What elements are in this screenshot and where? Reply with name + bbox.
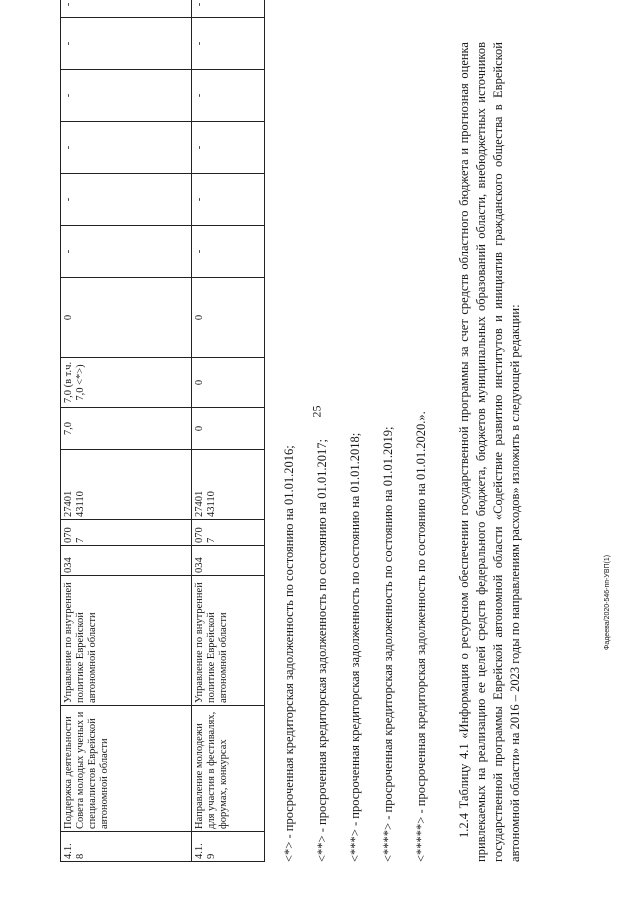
value-2023: - (61, 0, 192, 18)
table-row (61, 0, 192, 862)
total-value: 0 (192, 408, 265, 450)
csr-code: 27401 43110 (192, 450, 265, 520)
document-footer: Фадеева/2020-546-пп-УВП(1) (604, 554, 611, 650)
rzpr-code: 070 7 (192, 520, 265, 546)
grbs-code: 034 (61, 546, 192, 576)
value-2021: - (192, 70, 265, 122)
resource-table (60, 0, 265, 862)
value-2019: - (61, 174, 192, 226)
administrator: Управление по внутренней политике Еврейской автономной области (192, 576, 265, 706)
administrator: Управление по внутренней политике Еврейской автономной области (61, 576, 192, 706)
csr-code: 27401 43110 (61, 450, 192, 520)
value-2021: - (61, 70, 192, 122)
value-2016: 7,0 (в т.ч. 7,0 <*>) (61, 358, 192, 408)
total-value: 7,0 (61, 408, 192, 450)
footnote: <**> - просроченная кредиторская задолженность по состоянию на 01.01.2017; (315, 439, 329, 862)
row-number: 4.1. 8 (61, 832, 192, 862)
value-2017: 0 (61, 278, 192, 358)
value-2017: 0 (192, 278, 265, 358)
rzpr-code: 070 7 (61, 520, 192, 546)
footnote: <*> - просроченная кредиторская задолженность по состоянию на 01.01.2016; (282, 445, 296, 862)
value-2023: - (192, 0, 265, 18)
activity-name: Поддержка деятельности Совета молодых ученых и специалистов Еврейской автономной области (61, 706, 192, 832)
activity-name: Направление молодежи для участия в фестивалях, форумах, конкурсах (192, 706, 265, 832)
row-number: 4.1. 9 (192, 832, 265, 862)
value-2018: - (192, 226, 265, 278)
value-2020: - (61, 122, 192, 174)
value-2020: - (192, 122, 265, 174)
page-number: 25 (309, 405, 324, 418)
value-2022: - (192, 18, 265, 70)
amendment-paragraph: 1.2.4 Таблицу 4.1 «Информация о ресурсном обеспечении государственной программы за счет средств областного бюджета и прогнозная оценка привлекаемых на реализацию ее целей средств федерального бюджета, бюджетов муниципальных образований области, внебюджетных источников государственной программы Еврейской автономной области «Содействие развитию институтов и инициатив гражданского общества в Еврейской автономной области» на 2016 – 2023 годы по направлениям расходов» изложить в следующей редакции: (457, 42, 522, 862)
footnote: <*****> - просроченная кредиторская задолженность по состоянию на 01.01.2020.». (414, 411, 428, 862)
footnote: <****> - просроченная кредиторская задолженность по состоянию на 01.01.2019; (381, 426, 395, 862)
value-2018: - (61, 226, 192, 278)
footnote: <***> - просроченная кредиторская задолженность по состоянию на 01.01.2018; (348, 432, 362, 862)
rotated-page-content (60, 2, 620, 862)
value-2022: - (61, 18, 192, 70)
value-2016: 0 (192, 358, 265, 408)
value-2019: - (192, 174, 265, 226)
table-row (192, 0, 265, 862)
grbs-code: 034 (192, 546, 265, 576)
